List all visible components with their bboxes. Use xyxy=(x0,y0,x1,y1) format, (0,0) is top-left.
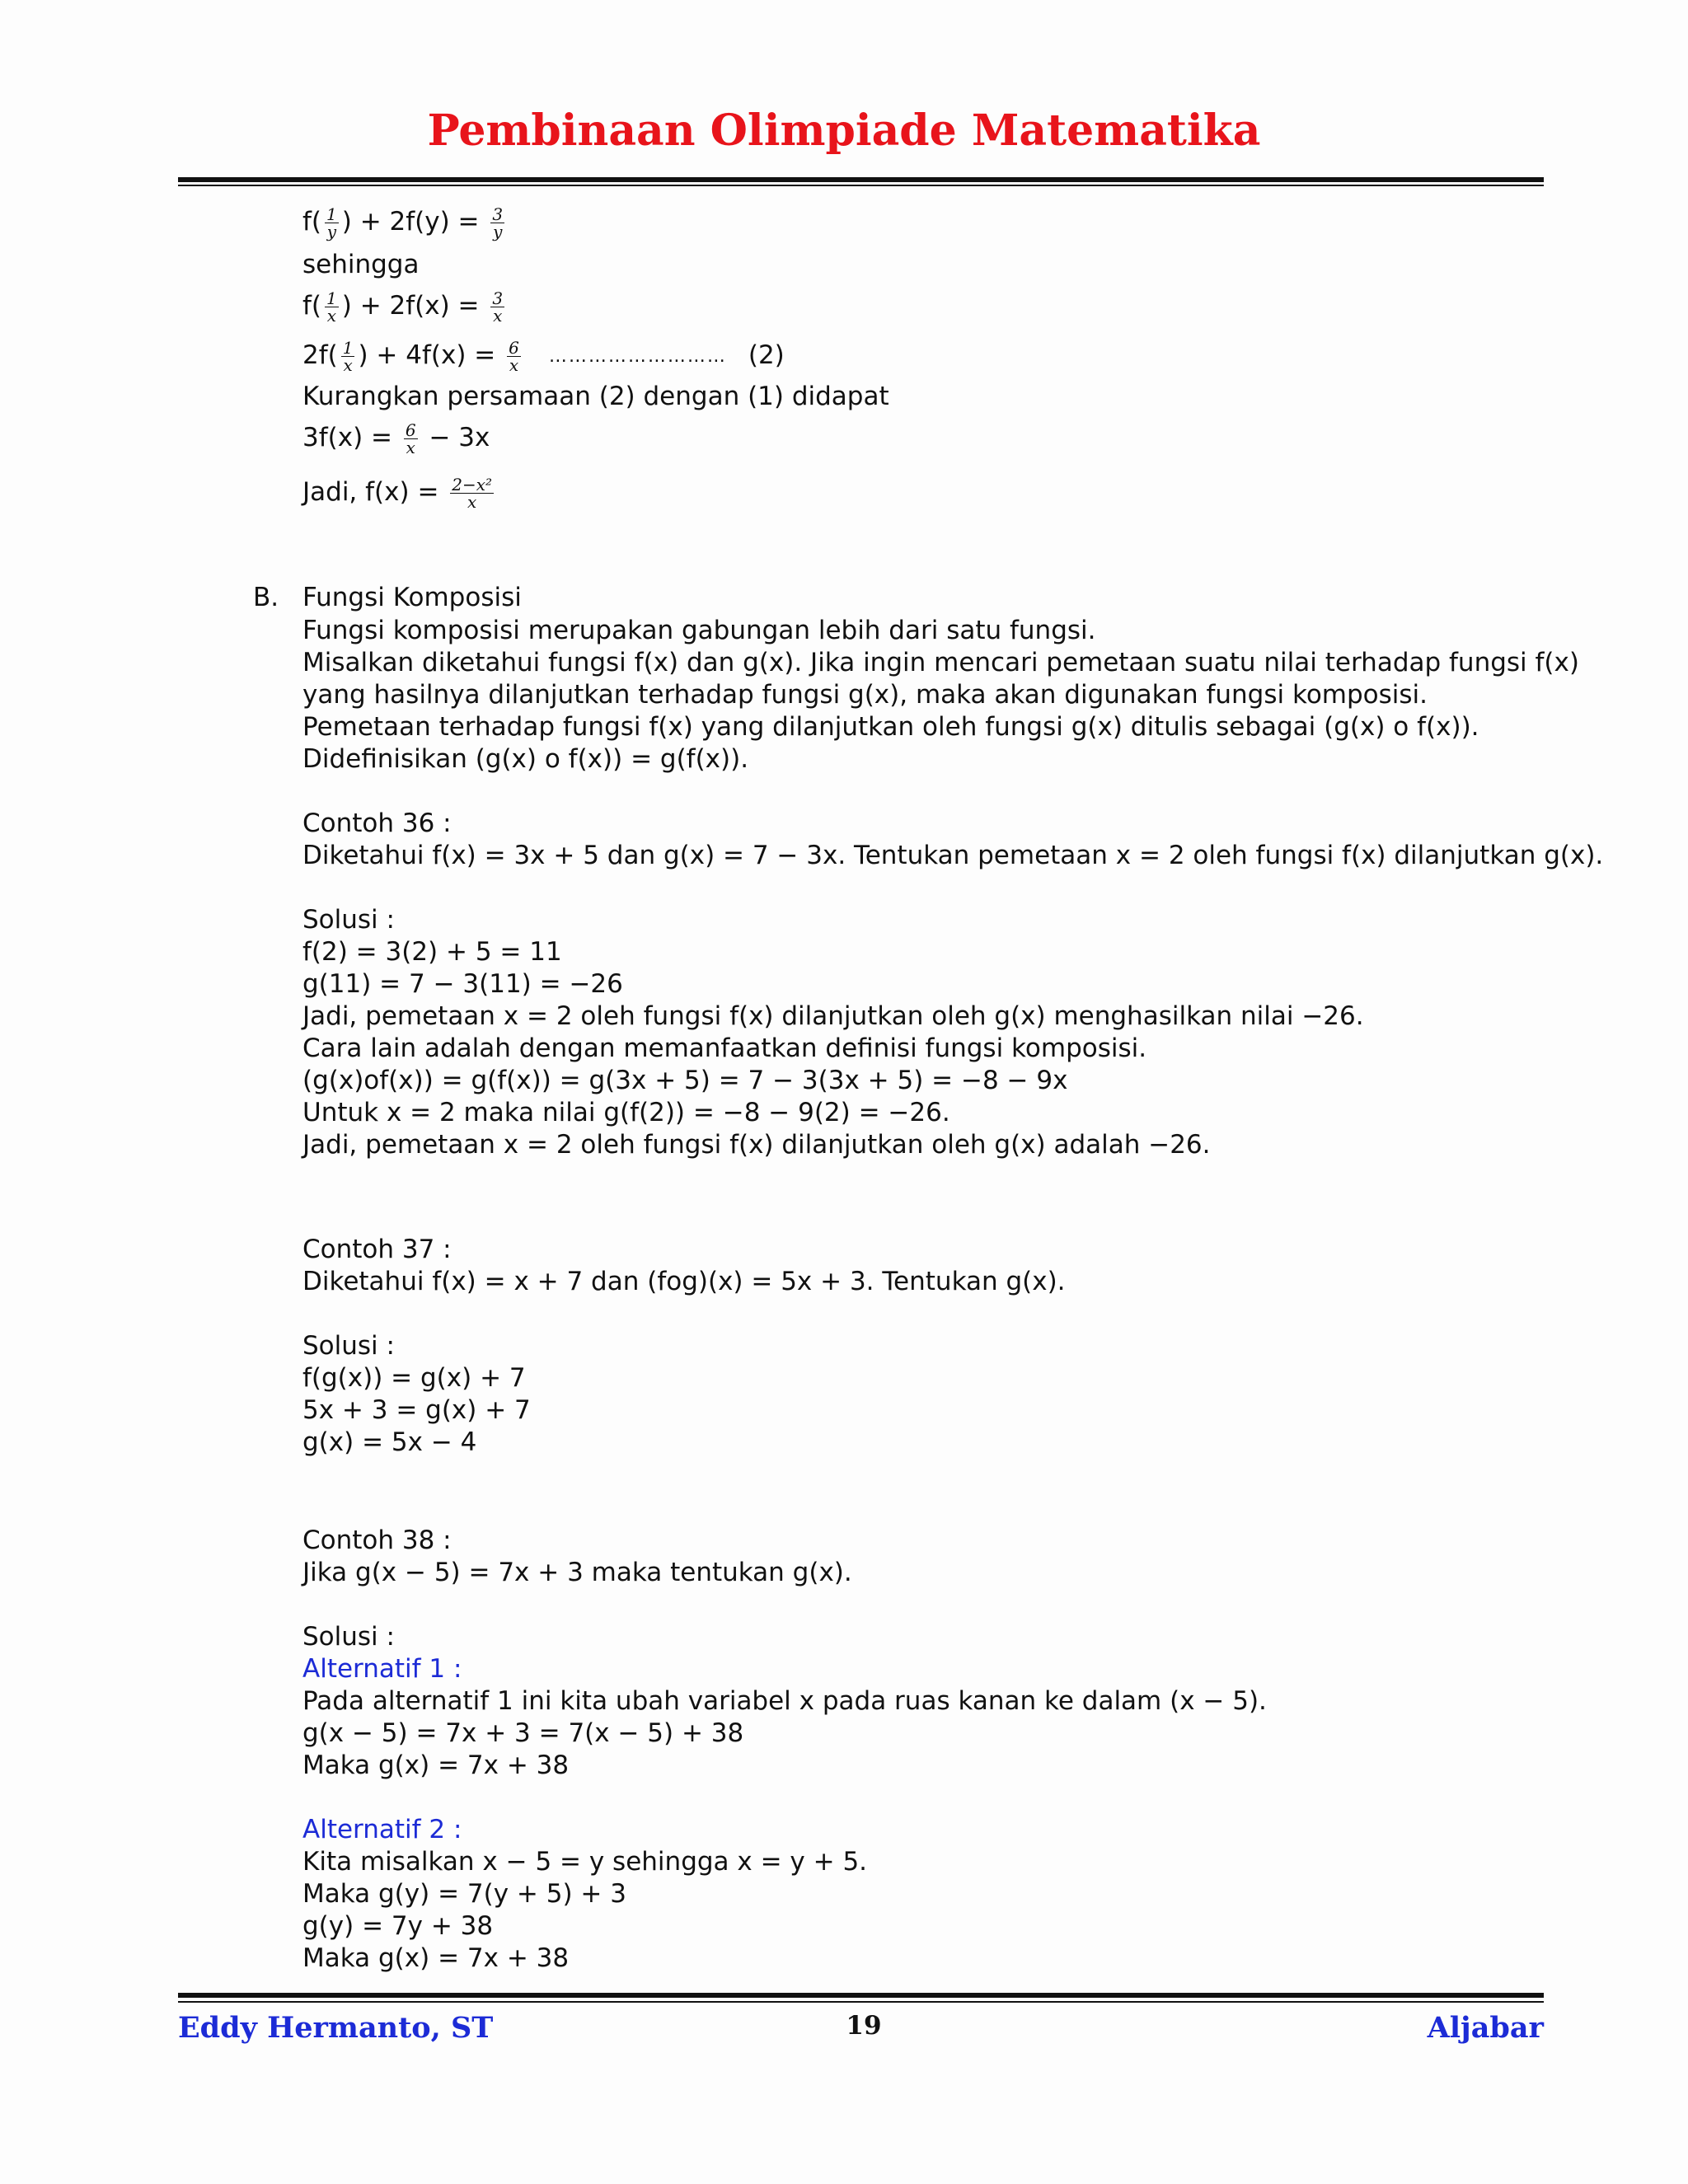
fraction xyxy=(507,340,521,373)
eq-text: 2f( xyxy=(302,340,338,370)
text-line: Kurangkan persamaan (2) dengan (1) didapat xyxy=(302,382,889,411)
dot-leader: ……………………… xyxy=(548,345,727,367)
page-title: Pembinaan Olimpiade Matematika xyxy=(427,105,1261,156)
paragraph-line: Pemetaan terhadap fungsi f(x) yang dilanjutkan oleh fungsi g(x) ditulis sebagai (g(x) o f(x)). xyxy=(302,712,1479,742)
solution-line: f(g(x)) = g(x) + 7 xyxy=(302,1363,526,1393)
fraction xyxy=(490,206,504,240)
equation-line-4 xyxy=(302,340,785,373)
footer-author: Eddy Hermanto, ST xyxy=(178,2011,494,2045)
section-marker: B. xyxy=(253,583,279,612)
fraction xyxy=(325,206,339,240)
equation-line-6 xyxy=(302,422,490,456)
eq-text: f( xyxy=(302,291,322,321)
example-problem: Diketahui f(x) = 3x + 5 dan g(x) = 7 − 3x. Tentukan pemetaan x = 2 oleh fungsi f(x) dilanjutkan g(x). xyxy=(302,841,1604,870)
solution-label: Solusi : xyxy=(302,1331,395,1361)
fraction xyxy=(490,290,504,324)
fraction-num: 6 xyxy=(405,420,416,440)
eq-text: − 3x xyxy=(420,423,490,452)
paragraph-line: Didefinisikan (g(x) o f(x)) = g(f(x)). xyxy=(302,744,749,774)
fraction-num: 1 xyxy=(342,338,354,358)
solution-line: g(x) = 5x − 4 xyxy=(302,1427,477,1457)
fraction-num: 1 xyxy=(326,204,337,224)
header-rule-thick xyxy=(178,177,1544,182)
section-title: Fungsi Komposisi xyxy=(302,583,522,612)
solution-line: Kita misalkan x − 5 = y sehingga x = y + 5. xyxy=(302,1847,868,1877)
solution-line: Maka g(x) = 7x + 38 xyxy=(302,1943,570,1973)
solution-line: Jadi, pemetaan x = 2 oleh fungsi f(x) dilanjutkan oleh g(x) menghasilkan nilai −26. xyxy=(302,1001,1364,1031)
fraction-den: x xyxy=(343,355,353,375)
eq-text: 3f(x) = xyxy=(302,423,401,452)
equation-line-7 xyxy=(302,476,497,510)
fraction-den: x xyxy=(493,306,503,326)
eq-text: ) + 4f(x) = xyxy=(358,340,504,370)
fraction-num: 3 xyxy=(492,288,504,308)
example-problem: Jika g(x − 5) = 7x + 3 maka tentukan g(x). xyxy=(302,1558,852,1587)
solution-line: Jadi, pemetaan x = 2 oleh fungsi f(x) dilanjutkan oleh g(x) adalah −26. xyxy=(302,1130,1211,1160)
solution-label: Solusi : xyxy=(302,1622,395,1652)
fraction-num: 2−x² xyxy=(452,475,493,494)
fraction xyxy=(404,422,418,456)
solution-label: Solusi : xyxy=(302,905,395,935)
paragraph-line: Fungsi komposisi merupakan gabungan lebih dari satu fungsi. xyxy=(302,616,1096,645)
example-title: Contoh 37 : xyxy=(302,1235,452,1264)
example-title: Contoh 38 : xyxy=(302,1526,452,1555)
fraction-den: y xyxy=(493,222,503,241)
paragraph-line: Misalkan diketahui fungsi f(x) dan g(x). Jika ingin mencari pemetaan suatu nilai terhadap fungsi f(x) xyxy=(302,648,1579,677)
eq-text: ) + 2f(x) = xyxy=(341,291,488,321)
solution-line: Maka g(x) = 7x + 38 xyxy=(302,1750,570,1780)
alternative-heading: Alternatif 2 : xyxy=(302,1815,462,1844)
fraction-den: x xyxy=(406,438,415,457)
solution-line: Maka g(y) = 7(y + 5) + 3 xyxy=(302,1879,626,1909)
fraction-den: x xyxy=(467,492,477,512)
solution-line: g(y) = 7y + 38 xyxy=(302,1911,494,1941)
fraction-den: y xyxy=(326,222,337,241)
text-line: sehingga xyxy=(302,250,420,279)
solution-line: f(2) = 3(2) + 5 = 11 xyxy=(302,937,562,967)
footer-rule-thin xyxy=(178,2001,1544,2003)
fraction xyxy=(450,476,494,510)
solution-line: Cara lain adalah dengan memanfaatkan definisi fungsi komposisi. xyxy=(302,1033,1147,1063)
fraction-den: x xyxy=(326,306,337,326)
fraction-num: 3 xyxy=(492,204,504,224)
fraction xyxy=(341,340,355,373)
fraction-num: 1 xyxy=(326,288,337,308)
fraction-num: 6 xyxy=(509,338,519,358)
eq-text: Jadi, f(x) = xyxy=(302,477,448,507)
eq-text: f( xyxy=(302,207,322,237)
example-title: Contoh 36 : xyxy=(302,808,452,838)
footer-subject: Aljabar xyxy=(1427,2011,1544,2045)
alternative-heading: Alternatif 1 : xyxy=(302,1654,462,1684)
solution-line: g(11) = 7 − 3(11) = −26 xyxy=(302,969,623,999)
solution-line: (g(x)of(x)) = g(f(x)) = g(3x + 5) = 7 − 3(3x + 5) = −8 − 9x xyxy=(302,1066,1068,1095)
solution-line: g(x − 5) = 7x + 3 = 7(x − 5) + 38 xyxy=(302,1718,744,1748)
equation-line-1 xyxy=(302,206,508,240)
equation-line-3 xyxy=(302,290,508,324)
header-rule-thin xyxy=(178,185,1544,186)
eq-text: ) + 2f(y) = xyxy=(341,207,488,237)
solution-line: 5x + 3 = g(x) + 7 xyxy=(302,1395,531,1425)
solution-line: Pada alternatif 1 ini kita ubah variabel x pada ruas kanan ke dalam (x − 5). xyxy=(302,1686,1267,1716)
fraction-den: x xyxy=(509,355,519,375)
page-number: 19 xyxy=(846,2011,882,2041)
solution-line: Untuk x = 2 maka nilai g(f(2)) = −8 − 9(2) = −26. xyxy=(302,1098,950,1127)
example-problem: Diketahui f(x) = x + 7 dan (fog)(x) = 5x + 3. Tentukan g(x). xyxy=(302,1267,1066,1296)
fraction xyxy=(325,290,339,324)
equation-number: (2) xyxy=(748,340,785,370)
footer-rule-thick xyxy=(178,1993,1544,1998)
paragraph-line: yang hasilnya dilanjutkan terhadap fungsi g(x), maka akan digunakan fungsi komposisi. xyxy=(302,680,1428,710)
